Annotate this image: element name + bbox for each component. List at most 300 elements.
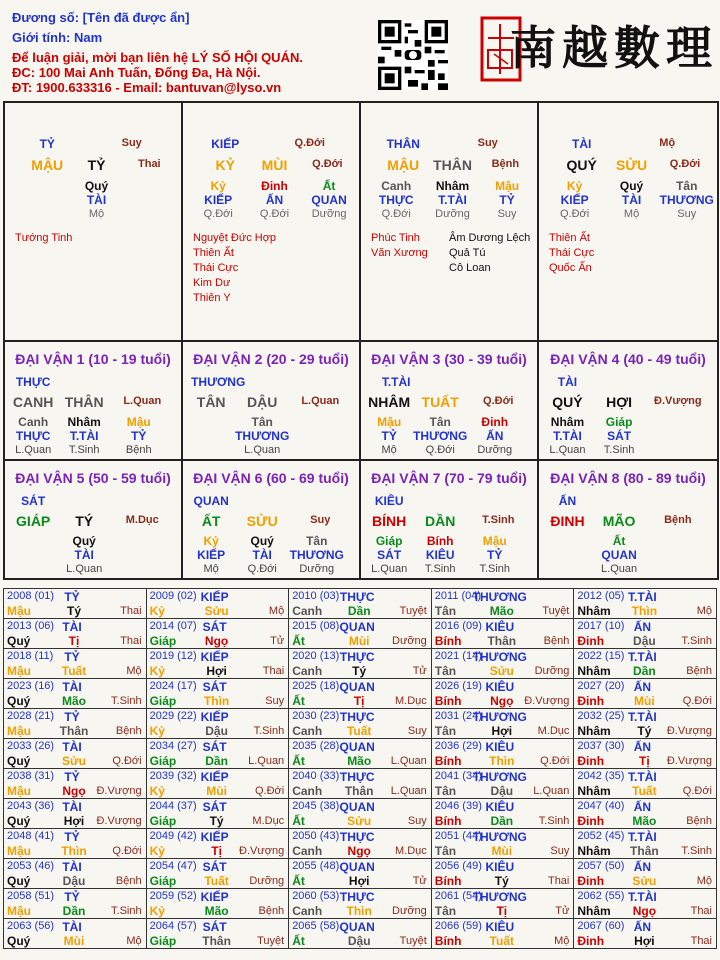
hidden-god: TỶ [381,429,397,443]
hidden-god: THƯƠNG [289,548,344,562]
year-god: SÁT [202,620,227,634]
year-branch: Hợi [348,874,370,888]
year-branch: Mùi [348,634,370,648]
year-branch: Ngọ [204,634,229,648]
dai-van-title: ĐẠI VẬN 6 (60 - 69 tuổi) [193,470,349,486]
year-label: 2063 (56) [7,920,55,932]
year-branch: Ngọ [632,904,657,918]
hidden-god: THƯƠNG [413,429,468,443]
dai-van-cell [4,460,182,579]
star-name: Văn Xương [371,247,428,259]
year-branch: Tị [496,904,508,918]
gender-line [12,30,102,45]
year-cell [289,859,432,889]
year-stem: Kỷ [149,784,165,798]
year-god: TỶ [64,710,80,724]
year-stage: Tử [555,905,570,917]
year-stage: T.Sinh [538,815,570,827]
year-label: 2048 (41) [7,830,55,842]
year-god: KIẾP [200,830,229,844]
year-label: 2021 (14) [434,650,482,662]
dai-van-god: QUAN [193,494,229,508]
year-stage: L.Quan [248,755,285,767]
year-god: KIÊU [485,620,515,634]
hidden-god: KIÊU [425,548,455,562]
year-cell [431,619,574,649]
year-cell [574,829,717,859]
year-stage: Bệnh [686,815,712,827]
hidden-stage: Q.Đới [425,444,455,456]
year-label: 2015 (08) [292,620,340,632]
year-stem: Ất [292,694,305,708]
year-label: 2050 (43) [292,830,340,842]
pillar-stem: KỶ [215,157,235,173]
year-branch: Tý [352,664,367,678]
year-stem: Ất [292,634,305,648]
year-cell [4,649,147,679]
year-cell [431,829,574,859]
year-branch: Thân [202,934,231,948]
year-stem: Mậu [7,784,31,798]
hidden-stage: Dưỡng [299,563,335,575]
year-stem: Đinh [577,874,605,888]
hidden-stem: Quý [84,179,109,193]
year-cell [289,709,432,739]
star-name: Nguyệt Đức Hợp [193,232,277,244]
pillar-stage: Mộ [659,137,676,149]
year-cell [4,679,147,709]
year-cell [4,829,147,859]
year-label: 2016 (09) [434,620,482,632]
pillar-cell [182,102,360,341]
year-stem: Quý [7,754,31,768]
year-cell [146,619,289,649]
pillar-branch: THÂN [433,157,472,173]
year-god: KIÊU [485,800,515,814]
hidden-god: ẤN [265,193,284,207]
year-row [4,799,717,829]
year-label: 2031 (24) [434,710,482,722]
dai-van-cell [360,460,538,579]
year-god: KIẾP [200,650,229,664]
dai-van-stem: ĐINH [550,513,585,529]
year-label: 2066 (59) [434,920,482,932]
hidden-god: TÀI [74,548,94,562]
dai-van-god: TÀI [557,375,578,389]
year-cell [4,739,147,769]
year-branch: Mão [347,754,372,768]
year-stage: Thai [547,875,570,887]
year-god: T.TÀI [628,650,657,664]
year-branch: Sửu [489,664,514,678]
logo-text: 南越數理 [510,21,718,75]
year-label: 2026 (19) [434,680,482,692]
qr-code-icon [378,20,448,90]
year-label: 2045 (38) [292,800,340,812]
year-stem: Nhâm [577,904,611,918]
dai-van-title: ĐẠI VẬN 3 (30 - 39 tuổi) [371,351,527,367]
brand-logo [480,8,716,86]
pillar-branch: SỬU [616,157,648,173]
year-god: THƯƠNG [472,770,527,784]
hidden-stage: T.Sinh [479,563,511,575]
year-stem: Nhâm [577,844,611,858]
hidden-god: THƯƠNG [659,193,714,207]
year-cell [4,619,147,649]
star-name: Quốc Ấn [549,262,592,274]
year-branch: Thân [487,634,517,648]
year-label: 2041 (34) [434,770,482,782]
year-god: THỰC [339,590,375,604]
pillar-stem: MẬU [387,157,420,173]
year-stage: Bệnh [543,635,570,647]
year-label: 2057 (50) [577,860,625,872]
year-stem: Kỷ [149,904,165,918]
year-cell [574,799,717,829]
hidden-stem: Giáp [605,415,633,429]
year-cell [574,739,717,769]
year-stage: Tuyệt [399,605,427,617]
year-label: 2062 (55) [577,890,625,902]
year-stage: Suy [550,845,570,857]
hidden-stage: L.Quan [371,563,408,575]
hidden-stem: Mậu [377,415,402,429]
year-god: QUAN [339,860,375,874]
year-stem: Kỷ [149,844,165,858]
year-label: 2060 (53) [292,890,340,902]
hidden-god: T.TÀI [553,429,582,443]
hidden-stage: Q.Đới [259,208,290,220]
year-branch: Mão [489,604,514,618]
year-stage: M.Dục [252,815,285,827]
year-god: THỰC [339,890,375,904]
gender-label: Giới tính: [12,30,71,45]
year-cell [289,589,432,619]
year-stem: Tân [434,724,457,738]
stars-column [371,231,428,261]
year-label: 2029 (22) [149,710,197,722]
year-cell [4,589,147,619]
year-stage: T.Sinh [681,845,712,857]
year-cell [574,919,717,949]
year-god: THỰC [339,650,375,664]
dai-van-branch: THÂN [64,394,104,410]
year-branch: Dậu [490,784,514,798]
year-stem: Mậu [7,604,31,618]
year-label: 2032 (25) [577,710,625,722]
year-stage: Dưỡng [534,665,570,677]
year-label: 2009 (02) [149,590,197,602]
year-stem: Quý [7,814,31,828]
year-branch: Hợi [63,814,85,828]
year-cell [289,829,432,859]
hidden-stage: Mộ [623,208,640,220]
year-stage: Thai [690,905,712,917]
year-stem: Giáp [149,814,177,828]
gender-value: Nam [73,30,103,45]
star-name: Kim Dư [193,277,231,289]
hidden-god: SÁT [377,548,402,562]
star-name: Thiên Ất [549,232,590,244]
year-stage: Thai [120,605,142,617]
year-stage: T.Sinh [111,905,142,917]
year-cell [431,799,574,829]
dai-van-god: THƯƠNG [191,375,246,389]
dai-van-stage: L.Quan [123,395,162,407]
year-label: 2046 (39) [434,800,482,812]
dai-van-stem: TÂN [196,394,226,410]
year-cell [289,619,432,649]
year-stem: Đinh [577,934,605,948]
year-stem: Giáp [149,934,177,948]
hidden-god: TÀI [621,193,642,207]
year-row [4,859,717,889]
hidden-stem: Đinh [481,415,509,429]
year-label: 2013 (06) [7,620,55,632]
year-god: TỶ [64,830,80,844]
year-label: 2008 (01) [7,590,55,602]
year-branch: Mão [204,904,229,918]
year-branch: Dậu [633,634,656,648]
hidden-stem: Nhâm [67,415,101,429]
hidden-god: THỰC [15,429,51,443]
year-stage: Suy [265,695,285,707]
year-stage: Bệnh [115,725,142,737]
year-label: 2065 (58) [292,920,340,932]
year-god: THƯƠNG [472,710,527,724]
year-cell [289,799,432,829]
year-god: T.TÀI [628,710,657,724]
hidden-stage: Bệnh [125,444,152,456]
year-god: KIÊU [485,860,515,874]
star-name: Thái Cực [549,247,595,259]
year-label: 2027 (20) [577,680,625,692]
year-god: SÁT [202,740,227,754]
year-stage: M.Dục [395,845,427,857]
dai-van-branch: DẦN [425,513,456,529]
year-god: ẤN [633,800,652,814]
year-stem: Ất [292,934,305,948]
year-label: 2054 (47) [149,860,197,872]
year-god: T.TÀI [628,770,657,784]
year-branch: Ngọ [62,784,86,798]
year-row [4,829,717,859]
stars-column [15,231,72,246]
year-branch: Thìn [203,694,230,708]
year-branch: Tuất [346,724,372,738]
pillar-branch-stage: Thai [138,158,161,170]
year-cell [289,679,432,709]
star-name: Âm Dương Lệch [449,232,531,244]
year-stage: L.Quan [390,755,427,767]
year-label: 2061 (54) [434,890,482,902]
year-row [4,649,717,679]
year-cell [431,919,574,949]
year-row [4,709,717,739]
year-label: 2023 (16) [7,680,55,692]
year-stage: T.Sinh [681,635,712,647]
year-branch: Hợi [491,724,513,738]
year-row [4,739,717,769]
year-stem: Kỷ [149,604,165,618]
year-branch: Tị [639,754,650,768]
dai-van-cell [360,341,538,460]
hidden-stem: Mậu [495,179,520,193]
hidden-god: KIẾP [197,548,226,562]
year-stem: Bính [434,634,462,648]
year-cell [146,649,289,679]
year-god: QUAN [339,740,375,754]
year-god: KIÊU [485,740,515,754]
owner-value: [Tên đã được ẩn] [82,10,190,25]
pillars-row [4,102,718,341]
hidden-stage: L.Quan [15,444,52,456]
year-cell [574,649,717,679]
year-row [4,619,717,649]
year-stage: Q.Đới [254,785,285,797]
year-stem: Kỷ [149,664,165,678]
hidden-stage: Dưỡng [311,208,347,220]
hidden-stem: Nhâm [435,179,470,193]
year-stem: Tân [434,904,457,918]
dai-van-stage: T.Sinh [482,514,515,526]
hidden-god: TÀI [252,548,272,562]
year-stage: M.Dục [395,695,427,707]
hidden-stage: T.Sinh [424,563,456,575]
year-stage: Mộ [126,935,142,947]
year-stage: Tử [412,875,427,887]
year-row [4,679,717,709]
year-cell [431,769,574,799]
year-stem: Canh [292,784,323,798]
pillar-cell [4,102,182,341]
hidden-stem: Nhâm [550,415,585,429]
hidden-stem: Canh [18,415,49,429]
year-stage: Thai [120,635,142,647]
year-cell [574,709,717,739]
dai-van-god: T.TÀI [381,375,411,389]
dai-van-title: ĐẠI VẬN 7 (70 - 79 tuổi) [371,470,527,486]
year-cell [574,859,717,889]
hidden-god: TỶ [131,429,147,443]
year-stem: Bính [434,694,462,708]
hidden-stage: Mộ [203,563,219,575]
year-branch: Thân [630,844,659,858]
year-branch: Hợi [634,934,655,948]
year-stem: Giáp [149,694,177,708]
year-stage: L.Quan [390,785,427,797]
year-stage: L.Quan [533,785,570,797]
year-branch: Sửu [204,604,229,618]
hidden-god: THƯƠNG [235,429,290,443]
year-god: ẤN [633,620,652,634]
year-cell [146,799,289,829]
year-god: TỶ [64,770,80,784]
year-branch: Thìn [346,904,372,918]
year-label: 2056 (49) [434,860,482,872]
year-stem: Đinh [577,694,605,708]
pillar-top-god: TỶ [39,137,55,151]
dai-van-god: KIÊU [374,494,404,508]
year-stage: Tử [412,665,427,677]
year-row [4,769,717,799]
year-stem: Bính [434,934,462,948]
hidden-god: QUAN [601,548,637,562]
stars-column [449,231,530,276]
year-branch: Tuất [61,664,87,678]
hidden-god: SÁT [607,429,632,443]
dai-van-branch: TÝ [75,513,94,529]
year-stage: Đ.Vượng [239,845,285,857]
hidden-stem: Quý [250,534,274,548]
pillar-stage: Suy [477,137,498,149]
dai-van-cell [538,341,718,460]
year-label: 2053 (46) [7,860,55,872]
year-stage: Dưỡng [392,635,427,647]
year-stem: Canh [292,904,323,918]
year-cell [146,709,289,739]
year-cell [289,919,432,949]
year-branch: Dần [62,904,86,918]
pillar-cell [538,102,718,341]
year-branch: Dậu [205,724,228,738]
year-cell [289,649,432,679]
year-branch: Tý [637,724,652,738]
year-label: 2019 (12) [149,650,197,662]
hidden-stage: Suy [677,208,697,220]
address-line: ĐC: 100 Mai Anh Tuấn, Đống Đa, Hà Nội. [12,65,261,80]
year-stage: Q.Đới [112,845,142,857]
year-stage: T.Sinh [111,695,142,707]
pillar-branch-stage: Q.Đới [669,158,701,170]
year-stage: Mộ [268,605,285,617]
dai-van-stage: L.Quan [301,395,340,407]
year-god: THƯƠNG [472,890,527,904]
dai-van-stem: ẤT [201,513,221,529]
hidden-stage: Q.Đới [559,208,590,220]
year-branch: Dậu [62,874,86,888]
hidden-stem: Mậu [482,534,507,548]
year-branch: Tý [494,874,509,888]
year-stem: Tân [434,604,457,618]
hidden-god: QUAN [311,193,347,207]
dai-van-god: SÁT [21,494,46,508]
year-stage: T.Sinh [253,725,285,737]
year-label: 2011 (04) [434,590,482,602]
year-stem: Canh [292,604,323,618]
year-branch: Mùi [491,844,513,858]
year-stem: Giáp [149,754,177,768]
year-label: 2030 (23) [292,710,340,722]
year-branch: Tị [353,694,365,708]
year-label: 2010 (03) [292,590,340,602]
year-cell [574,619,717,649]
star-name: Tướng Tinh [15,232,73,244]
star-name: Thái Cực [193,262,239,274]
hidden-stage: T.Sinh [68,444,100,456]
year-cell [574,769,717,799]
year-branch: Thìn [631,604,658,618]
year-cell [4,709,147,739]
year-cell [574,589,717,619]
year-stage: Tử [270,635,285,647]
year-cell [146,919,289,949]
year-stage: Đ.Vượng [96,785,142,797]
year-label: 2052 (45) [577,830,625,842]
year-branch: Tuất [632,784,657,798]
year-stem: Canh [292,664,323,678]
star-name: Thiên Y [193,292,231,304]
